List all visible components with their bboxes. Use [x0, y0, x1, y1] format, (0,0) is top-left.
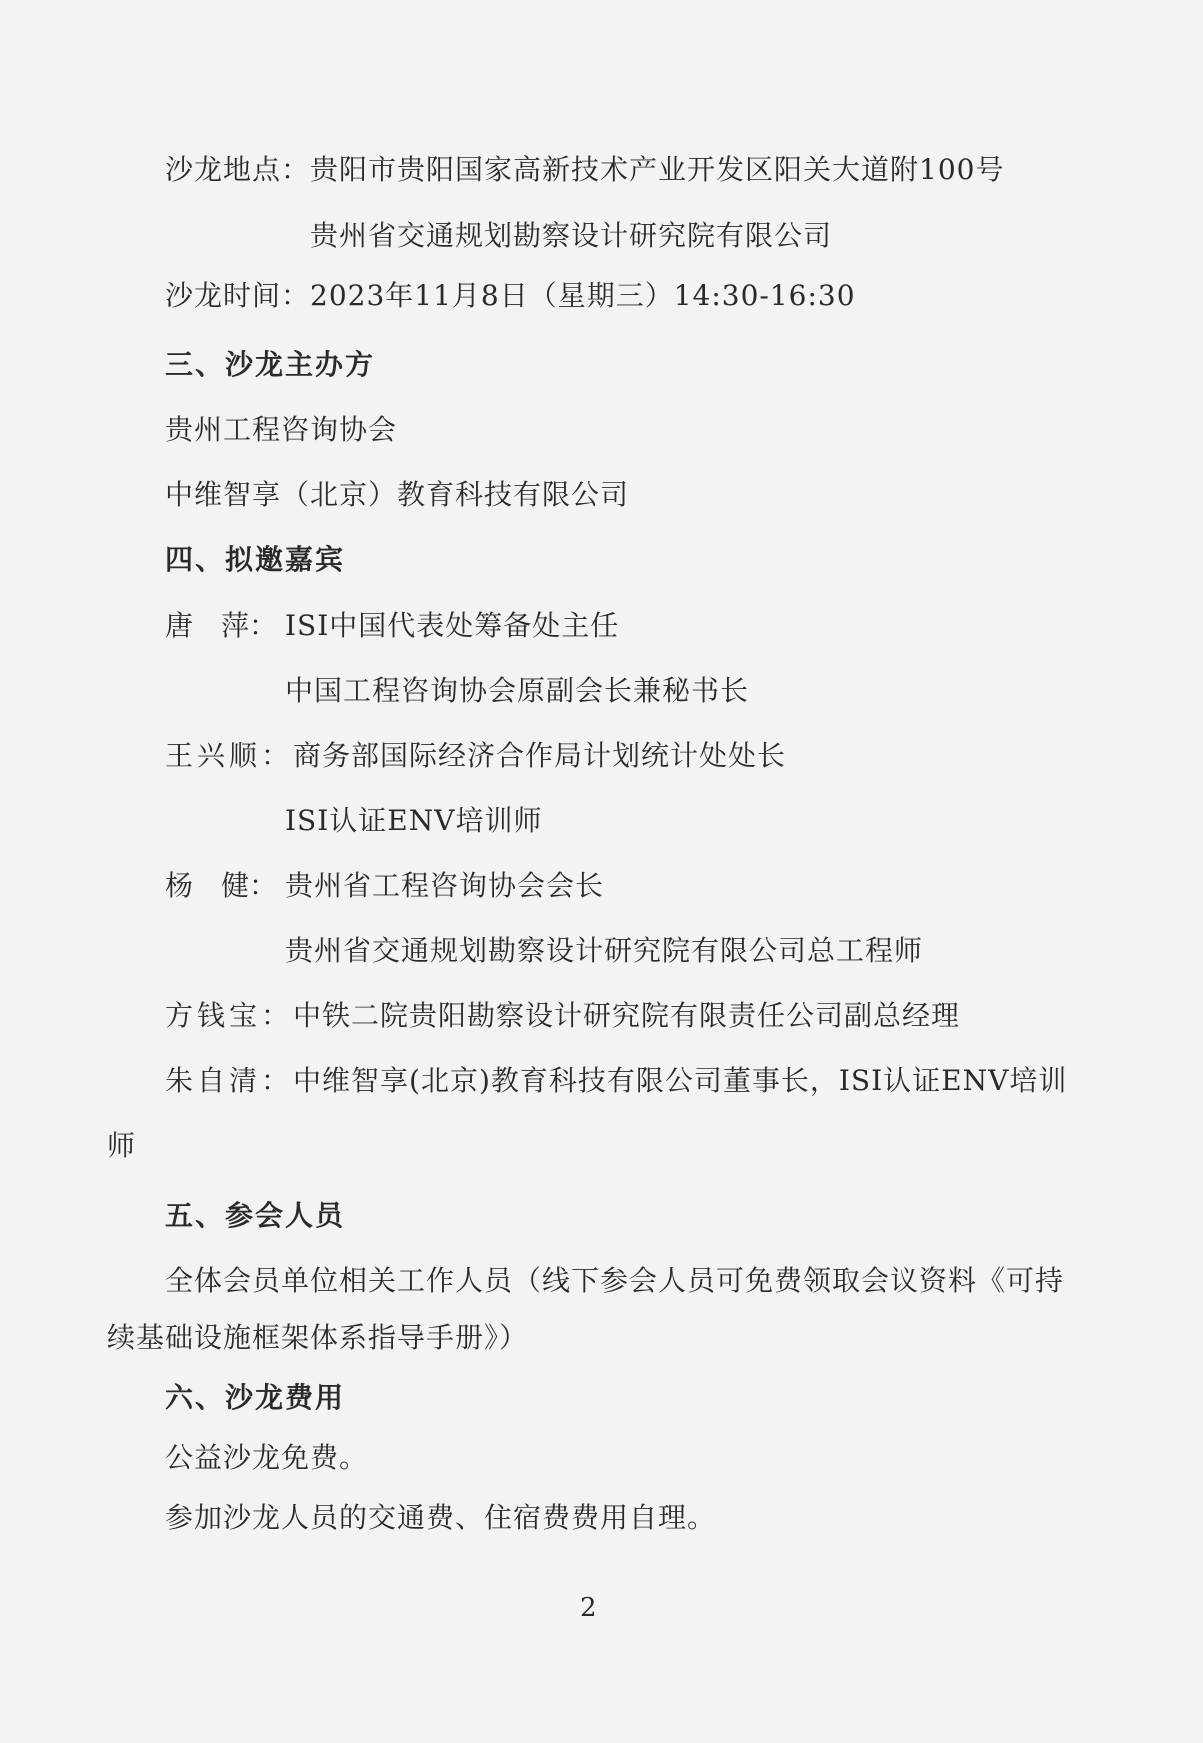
location-venue: 贵州省交通规划勘察设计研究院有限公司: [310, 219, 833, 252]
guest-name: 方钱宝：: [165, 999, 294, 1032]
location-address: 贵阳市贵阳国家高新技术产业开发区阳关大道附100号: [310, 153, 1005, 186]
page-number: 2: [580, 1593, 597, 1623]
guest-title: 贵州省工程咨询协会会长: [285, 869, 605, 902]
guest-title: 中铁二院贵阳勘察设计研究院有限责任公司副总经理: [293, 999, 961, 1032]
fees-text: 公益沙龙免费。: [165, 1441, 369, 1474]
section-heading-organizers: 三、沙龙主办方: [165, 348, 376, 381]
guest-name: 朱自清：: [165, 1064, 294, 1097]
attendees-text: 全体会员单位相关工作人员（线下参会人员可免费领取会议资料《可持: [165, 1264, 1065, 1297]
section-heading-fees: 六、沙龙费用: [165, 1381, 346, 1414]
location-line: [165, 152, 1004, 188]
guest-name: 杨 健：: [165, 869, 278, 902]
guest-entry: [165, 998, 960, 1034]
section-heading-guests: 四、拟邀嘉宾: [165, 543, 346, 576]
guest-entry: [165, 868, 604, 904]
guest-title: ISI认证ENV培训师: [285, 804, 543, 837]
guest-title: 中维智享(北京)教育科技有限公司董事长，ISI认证ENV培训: [293, 1064, 1068, 1097]
organizer-item: 贵州工程咨询协会: [165, 413, 398, 446]
guest-entry: [165, 738, 786, 774]
guest-title-wrap: 师: [107, 1129, 137, 1162]
location-label: 沙龙地点：: [165, 153, 311, 186]
guest-title: 中国工程咨询协会原副会长兼秘书长: [285, 674, 750, 707]
guest-title: ISI中国代表处筹备处主任: [285, 609, 620, 642]
guest-entry: [165, 1063, 1067, 1099]
guest-title: 商务部国际经济合作局计划统计处处长: [293, 739, 787, 772]
time-value: 2023年11月8日（星期三）14:30-16:30: [310, 279, 856, 312]
guest-name: 唐 萍：: [165, 609, 278, 642]
time-label: 沙龙时间：: [165, 279, 311, 312]
attendees-text-wrap: 续基础设施框架体系指导手册》）: [107, 1321, 529, 1354]
time-line: [165, 278, 856, 314]
guest-name: 王兴顺：: [165, 739, 294, 772]
section-heading-attendees: 五、参会人员: [165, 1199, 346, 1232]
guest-entry: [165, 608, 619, 644]
organizer-item: 中维智享（北京）教育科技有限公司: [165, 478, 630, 511]
guest-title: 贵州省交通规划勘察设计研究院有限公司总工程师: [285, 934, 924, 967]
fees-text: 参加沙龙人员的交通费、住宿费费用自理。: [165, 1501, 717, 1534]
